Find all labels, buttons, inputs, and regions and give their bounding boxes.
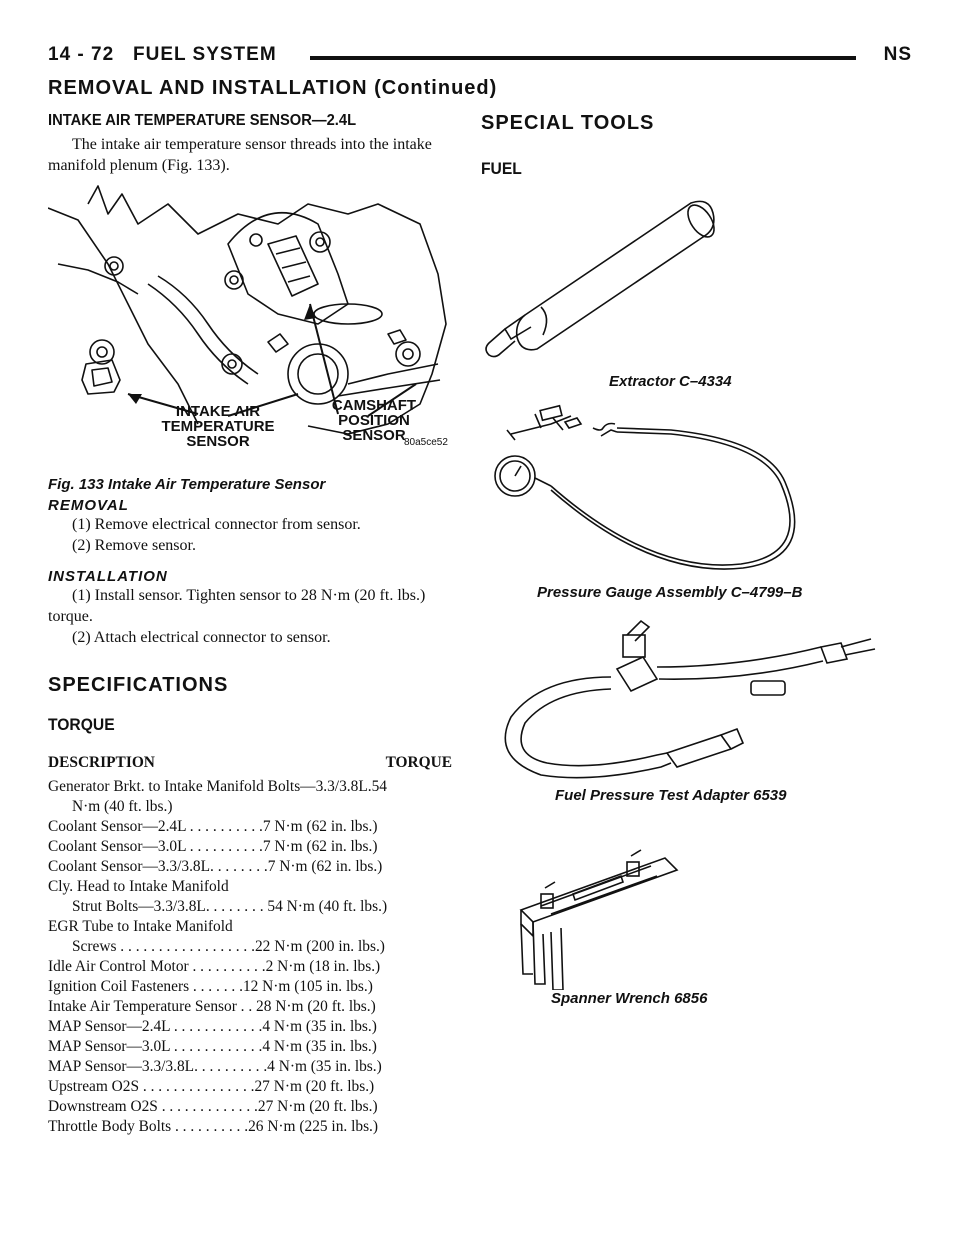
test-adapter-illustration xyxy=(481,607,911,787)
page-header xyxy=(48,44,912,74)
table-row: Upstream O2S . . . . . . . . . . . . . . .27 N·m (20 ft. lbs.) xyxy=(48,1078,375,1095)
table-row: Coolant Sensor—3.0L . . . . . . . . . .7 N·m (62 in. lbs.) xyxy=(48,838,378,855)
removal-step-2: (2) Remove sensor. xyxy=(72,537,196,554)
figure-133 xyxy=(48,184,452,474)
page-number: 14 - 72 FUEL SYSTEM xyxy=(48,44,277,65)
specifications-title: SPECIFICATIONS xyxy=(48,674,229,696)
table-row: MAP Sensor—2.4L . . . . . . . . . . . .4 N·m (35 in. lbs.) xyxy=(48,1018,377,1035)
torque-title: TORQUE xyxy=(48,715,115,734)
left-column xyxy=(48,112,452,1137)
header-rule xyxy=(310,56,856,60)
table-row: EGR Tube to Intake Manifold xyxy=(48,918,233,935)
continued-title: REMOVAL AND INSTALLATION (Continued) xyxy=(48,77,498,99)
label-cam-line2: POSITION xyxy=(338,412,410,429)
table-row: Generator Brkt. to Intake Manifold Bolts—3.3/3.8L.54 xyxy=(48,778,387,795)
col-description: DESCRIPTION xyxy=(48,754,155,771)
table-row: Coolant Sensor—2.4L . . . . . . . . . .7 N·m (62 in. lbs.) xyxy=(48,818,378,835)
right-column xyxy=(481,112,911,1007)
installation-step-2: (2) Attach electrical connector to sensor. xyxy=(72,629,331,646)
label-cam-line3: SENSOR xyxy=(342,427,406,444)
tool-caption-extractor: Extractor C–4334 xyxy=(609,373,732,390)
col-torque: TORQUE xyxy=(385,754,452,771)
label-cam-line1: CAMSHAFT xyxy=(331,397,417,414)
spanner-wrench-illustration xyxy=(481,814,911,990)
vehicle-code: NS xyxy=(883,44,912,65)
table-row: Throttle Body Bolts . . . . . . . . . .26 N·m (225 in. lbs.) xyxy=(48,1118,379,1135)
table-row: Idle Air Control Motor . . . . . . . . . .2 N·m (18 in. lbs.) xyxy=(48,958,381,975)
table-row: MAP Sensor—3.3/3.8L. . . . . . . . . .4 N·m (35 in. lbs.) xyxy=(48,1058,382,1075)
table-row: Coolant Sensor—3.3/3.8L. . . . . . . .7 N·m (62 in. lbs.) xyxy=(48,858,383,875)
table-row: N·m (40 ft. lbs.) xyxy=(72,798,173,815)
tool-caption-spanner-wrench: Spanner Wrench 6856 xyxy=(551,990,708,1007)
table-row: Intake Air Temperature Sensor . . 28 N·m (20 ft. lbs.) xyxy=(48,998,376,1015)
table-row: MAP Sensor—3.0L . . . . . . . . . . . .4 N·m (35 in. lbs.) xyxy=(48,1038,377,1055)
fuel-title: FUEL xyxy=(481,159,522,178)
table-row: Strut Bolts—3.3/3.8L. . . . . . . . 54 N·m (40 ft. lbs.) xyxy=(72,898,388,915)
table-row: Cly. Head to Intake Manifold xyxy=(48,878,229,895)
table-row: Ignition Coil Fasteners . . . . . . .12 N·m (105 in. lbs.) xyxy=(48,978,373,995)
removal-heading: REMOVAL xyxy=(48,497,129,514)
figure-133-caption: Fig. 133 Intake Air Temperature Sensor xyxy=(48,476,326,493)
table-row: Downstream O2S . . . . . . . . . . . . .27 N·m (20 ft. lbs.) xyxy=(48,1098,378,1115)
installation-step-1: (1) Install sensor. Tighten sensor to 28 N·m (20 ft. lbs.) torque. xyxy=(48,587,426,625)
label-iat xyxy=(148,404,288,449)
special-tools-title: SPECIAL TOOLS xyxy=(481,112,655,134)
label-iat-line2: TEMPERATURE xyxy=(161,418,275,435)
table-row: Screws . . . . . . . . . . . . . . . . . .22 N·m (200 in. lbs.) xyxy=(72,938,385,955)
pressure-gauge-illustration xyxy=(481,394,911,584)
torque-table xyxy=(48,753,452,1137)
figure-code: 80a5ce52 xyxy=(404,437,448,448)
removal-step-1: (1) Remove electrical connector from sensor. xyxy=(72,516,361,533)
torque-table-header xyxy=(48,753,452,773)
iat-intro: The intake air temperature sensor threads into the intake manifold plenum (Fig. 133). xyxy=(48,136,432,174)
installation-heading: INSTALLATION xyxy=(48,568,168,585)
extractor-illustration xyxy=(481,183,911,373)
iat-section-title: INTAKE AIR TEMPERATURE SENSOR—2.4L xyxy=(48,112,357,129)
label-iat-line1: INTAKE AIR xyxy=(175,403,261,420)
tool-caption-test-adapter: Fuel Pressure Test Adapter 6539 xyxy=(555,787,787,804)
tool-caption-pressure-gauge: Pressure Gauge Assembly C–4799–B xyxy=(537,584,803,601)
label-iat-line3: SENSOR xyxy=(186,433,250,450)
